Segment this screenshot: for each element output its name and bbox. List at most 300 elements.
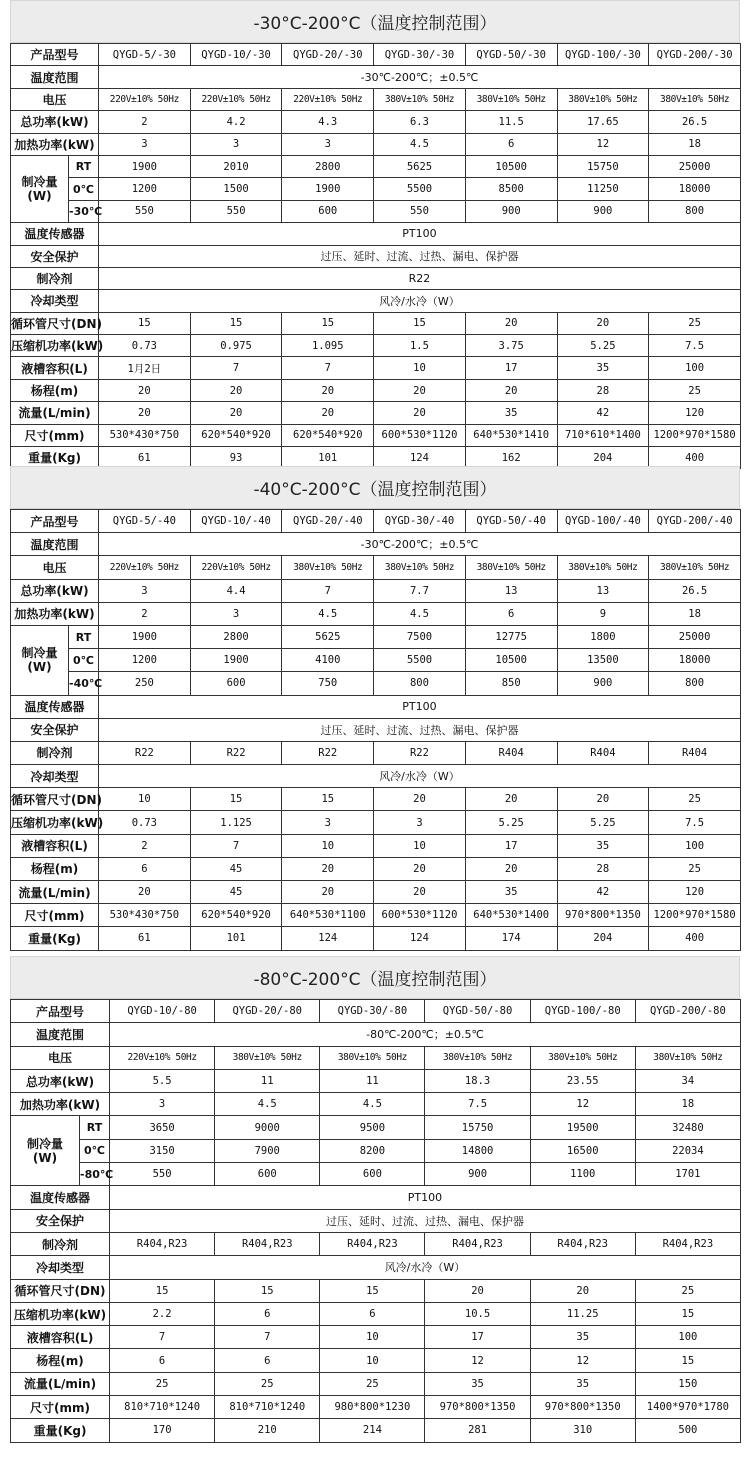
value-cell: 1900 xyxy=(190,649,282,672)
cooling-capacity-label: 制冷量 (W) xyxy=(11,1116,80,1186)
span-value-cell: -30℃-200℃；±0.5℃ xyxy=(99,533,741,556)
row-label: 冷却类型 xyxy=(11,1256,110,1279)
pipe-row xyxy=(11,788,741,811)
value-cell: 5.25 xyxy=(465,811,557,834)
value-cell: 162 xyxy=(465,447,557,469)
head-row xyxy=(11,1349,741,1372)
row-label: 尺寸(mm) xyxy=(11,1396,110,1419)
model-cell: QYGD-5/-40 xyxy=(99,510,191,533)
value-cell: R404,R23 xyxy=(320,1232,425,1255)
value-cell: 220V±10% 50Hz xyxy=(110,1046,215,1069)
value-cell: 11 xyxy=(320,1069,425,1092)
value-cell: 4.5 xyxy=(374,133,466,155)
value-cell: R404 xyxy=(649,741,741,764)
value-cell: 550 xyxy=(374,200,466,222)
value-cell: R404,R23 xyxy=(635,1232,740,1255)
value-cell: 750 xyxy=(282,672,374,695)
compressor-row xyxy=(11,1302,741,1325)
value-cell: 13500 xyxy=(557,649,649,672)
value-cell: 5.5 xyxy=(110,1069,215,1092)
row-label: 杨程(m) xyxy=(11,1349,110,1372)
value-cell: 7 xyxy=(110,1326,215,1349)
value-cell: 4.4 xyxy=(190,579,282,602)
value-cell: 1701 xyxy=(635,1163,740,1186)
cooling-condition-label: RT xyxy=(69,155,99,177)
value-cell: 7900 xyxy=(215,1139,320,1162)
model-cell: QYGD-100/-30 xyxy=(557,44,649,66)
cooling-row xyxy=(11,1163,741,1186)
row-label: 液槽容积(L) xyxy=(11,357,99,379)
value-cell: 120 xyxy=(649,881,741,904)
value-cell: 7.5 xyxy=(425,1093,530,1116)
value-cell: 220V±10% 50Hz xyxy=(190,556,282,579)
value-cell: 900 xyxy=(425,1163,530,1186)
model-cell: QYGD-30/-40 xyxy=(374,510,466,533)
pipe-row xyxy=(11,312,741,334)
value-cell: 1.095 xyxy=(282,335,374,357)
value-cell: R22 xyxy=(282,741,374,764)
value-cell: 7 xyxy=(215,1326,320,1349)
model-cell: QYGD-50/-30 xyxy=(465,44,557,66)
value-cell: 120 xyxy=(649,402,741,424)
value-cell: 3.75 xyxy=(465,335,557,357)
value-cell: 42 xyxy=(557,402,649,424)
value-cell: 20 xyxy=(530,1279,635,1302)
voltage-row xyxy=(11,1046,741,1069)
section-title: -40°C-200°C（温度控制范围） xyxy=(10,466,740,509)
span-value-cell: -80℃-200℃；±0.5℃ xyxy=(110,1023,741,1046)
span-value-cell: 风冷/水冷（W） xyxy=(99,765,741,788)
spec-table xyxy=(10,999,741,1443)
value-cell: 800 xyxy=(649,672,741,695)
value-cell: 500 xyxy=(635,1419,740,1442)
value-cell: 3 xyxy=(374,811,466,834)
value-cell: 530*430*750 xyxy=(99,424,191,446)
row-label: 杨程(m) xyxy=(11,379,99,401)
value-cell: 2 xyxy=(99,602,191,625)
row-label: 温度传感器 xyxy=(11,223,99,245)
value-cell: 1500 xyxy=(190,178,282,200)
value-cell: 35 xyxy=(465,881,557,904)
value-cell: 1.125 xyxy=(190,811,282,834)
row-label: 温度范围 xyxy=(11,1023,110,1046)
cooling-row xyxy=(11,1139,741,1162)
value-cell: 0.73 xyxy=(99,811,191,834)
value-cell: 204 xyxy=(557,927,649,950)
row-label: 温度范围 xyxy=(11,533,99,556)
row-label: 电压 xyxy=(11,1046,110,1069)
value-cell: 20 xyxy=(374,881,466,904)
value-cell: 124 xyxy=(374,447,466,469)
span-value-cell: -30℃-200℃；±0.5℃ xyxy=(99,66,741,88)
value-cell: 1200*970*1580 xyxy=(649,904,741,927)
value-cell: 15750 xyxy=(425,1116,530,1139)
value-cell: 4.5 xyxy=(215,1093,320,1116)
spec-section-2 xyxy=(10,466,740,951)
cooling-condition-label: RT xyxy=(80,1116,110,1139)
row-label: 流量(L/min) xyxy=(11,1372,110,1395)
model-cell: QYGD-30/-30 xyxy=(374,44,466,66)
value-cell: 124 xyxy=(374,927,466,950)
value-cell: 970*800*1350 xyxy=(530,1396,635,1419)
value-cell: 210 xyxy=(215,1419,320,1442)
value-cell: 35 xyxy=(530,1372,635,1395)
value-cell: 18.3 xyxy=(425,1069,530,1092)
value-cell: 550 xyxy=(110,1163,215,1186)
total-power-row xyxy=(11,1069,741,1092)
value-cell: 61 xyxy=(99,447,191,469)
value-cell: 5625 xyxy=(282,625,374,648)
cooling-condition-label: 0℃ xyxy=(69,178,99,200)
spec-table xyxy=(10,43,741,469)
value-cell: 124 xyxy=(282,927,374,950)
value-cell: 1900 xyxy=(99,625,191,648)
value-cell: 20 xyxy=(190,402,282,424)
value-cell: 550 xyxy=(99,200,191,222)
value-cell: 93 xyxy=(190,447,282,469)
weight-row xyxy=(11,927,741,950)
value-cell: 12775 xyxy=(465,625,557,648)
sensor-row xyxy=(11,223,741,245)
value-cell: 100 xyxy=(635,1326,740,1349)
value-cell: 20 xyxy=(374,857,466,880)
value-cell: 17 xyxy=(465,357,557,379)
span-value-cell: PT100 xyxy=(99,695,741,718)
total-power-row xyxy=(11,579,741,602)
value-cell: 15 xyxy=(99,312,191,334)
voltage-row xyxy=(11,88,741,110)
value-cell: 18 xyxy=(649,602,741,625)
flow-row xyxy=(11,1372,741,1395)
temp-range-row xyxy=(11,66,741,88)
row-label: 重量(Kg) xyxy=(11,927,99,950)
value-cell: 20 xyxy=(99,379,191,401)
size-row xyxy=(11,424,741,446)
value-cell: 18000 xyxy=(649,649,741,672)
value-cell: 15 xyxy=(282,788,374,811)
value-cell: 7.7 xyxy=(374,579,466,602)
value-cell: 15750 xyxy=(557,155,649,177)
row-label: 冷却类型 xyxy=(11,765,99,788)
model-cell: QYGD-50/-40 xyxy=(465,510,557,533)
row-label: 电压 xyxy=(11,88,99,110)
value-cell: 980*800*1230 xyxy=(320,1396,425,1419)
value-cell: R22 xyxy=(374,741,466,764)
value-cell: 7 xyxy=(190,834,282,857)
value-cell: 5500 xyxy=(374,649,466,672)
row-label: 循环管尺寸(DN) xyxy=(11,1279,110,1302)
value-cell: 17.65 xyxy=(557,111,649,133)
value-cell: 35 xyxy=(557,834,649,857)
value-cell: 6 xyxy=(110,1349,215,1372)
value-cell: 380V±10% 50Hz xyxy=(635,1046,740,1069)
value-cell: 17 xyxy=(425,1326,530,1349)
refrigerant-row xyxy=(11,741,741,764)
value-cell: 14800 xyxy=(425,1139,530,1162)
value-cell: 100 xyxy=(649,357,741,379)
value-cell: 1400*970*1780 xyxy=(635,1396,740,1419)
model-cell: QYGD-200/-30 xyxy=(649,44,741,66)
value-cell: 174 xyxy=(465,927,557,950)
value-cell: 20 xyxy=(99,881,191,904)
value-cell: 5.25 xyxy=(557,335,649,357)
value-cell: 2.2 xyxy=(110,1302,215,1325)
value-cell: 7 xyxy=(190,357,282,379)
value-cell: 61 xyxy=(99,927,191,950)
value-cell: 1200 xyxy=(99,178,191,200)
value-cell: 3 xyxy=(110,1093,215,1116)
row-label: 流量(L/min) xyxy=(11,881,99,904)
row-label: 重量(Kg) xyxy=(11,447,99,469)
value-cell: 1200 xyxy=(99,649,191,672)
row-label: 产品型号 xyxy=(11,510,99,533)
value-cell: 25 xyxy=(215,1372,320,1395)
value-cell: 34 xyxy=(635,1069,740,1092)
value-cell: 13 xyxy=(557,579,649,602)
value-cell: 18000 xyxy=(649,178,741,200)
cooling-condition-label: -80℃ xyxy=(80,1163,110,1186)
value-cell: 20 xyxy=(282,881,374,904)
row-label: 制冷剂 xyxy=(11,741,99,764)
value-cell: 18 xyxy=(649,133,741,155)
model-cell: QYGD-10/-30 xyxy=(190,44,282,66)
cooling-row xyxy=(11,672,741,695)
span-value-cell: R22 xyxy=(99,267,741,289)
size-row xyxy=(11,904,741,927)
value-cell: 380V±10% 50Hz xyxy=(425,1046,530,1069)
row-label: 重量(Kg) xyxy=(11,1419,110,1442)
row-label: 压缩机功率(kW) xyxy=(11,811,99,834)
sensor-row xyxy=(11,1186,741,1209)
value-cell: 4.5 xyxy=(282,602,374,625)
value-cell: 11250 xyxy=(557,178,649,200)
value-cell: 15 xyxy=(635,1302,740,1325)
value-cell: 310 xyxy=(530,1419,635,1442)
value-cell: 900 xyxy=(557,200,649,222)
value-cell: 810*710*1240 xyxy=(110,1396,215,1419)
value-cell: 8500 xyxy=(465,178,557,200)
spec-table xyxy=(10,509,741,951)
row-label: 安全保护 xyxy=(11,1209,110,1232)
value-cell: 7 xyxy=(282,579,374,602)
size-row xyxy=(11,1396,741,1419)
flow-row xyxy=(11,402,741,424)
value-cell: 25 xyxy=(635,1279,740,1302)
value-cell: 20 xyxy=(465,857,557,880)
value-cell: 400 xyxy=(649,447,741,469)
value-cell: 20 xyxy=(374,402,466,424)
cooling-row xyxy=(11,155,741,177)
value-cell: 4.2 xyxy=(190,111,282,133)
value-cell: 620*540*920 xyxy=(190,424,282,446)
head-row xyxy=(11,379,741,401)
value-cell: 6 xyxy=(320,1302,425,1325)
model-cell: QYGD-30/-80 xyxy=(320,1000,425,1023)
value-cell: 20 xyxy=(557,788,649,811)
value-cell: 18 xyxy=(635,1093,740,1116)
value-cell: 25 xyxy=(320,1372,425,1395)
value-cell: 6 xyxy=(215,1302,320,1325)
value-cell: 4.5 xyxy=(320,1093,425,1116)
section-title: -80°C-200°C（温度控制范围） xyxy=(10,956,740,999)
value-cell: 1月2日 xyxy=(99,357,191,379)
pipe-row xyxy=(11,1279,741,1302)
value-cell: 25 xyxy=(649,312,741,334)
row-label: 安全保护 xyxy=(11,245,99,267)
spec-section-3 xyxy=(10,956,740,1443)
row-label: 冷却类型 xyxy=(11,290,99,312)
value-cell: 380V±10% 50Hz xyxy=(374,556,466,579)
span-value-cell: PT100 xyxy=(110,1186,741,1209)
value-cell: 3 xyxy=(282,811,374,834)
value-cell: 600 xyxy=(215,1163,320,1186)
safety-row xyxy=(11,1209,741,1232)
cooling-type-row xyxy=(11,290,741,312)
value-cell: 15 xyxy=(190,312,282,334)
value-cell: 10 xyxy=(282,834,374,857)
value-cell: 25 xyxy=(649,857,741,880)
value-cell: 1100 xyxy=(530,1163,635,1186)
value-cell: 35 xyxy=(425,1372,530,1395)
value-cell: 35 xyxy=(530,1326,635,1349)
value-cell: 20 xyxy=(465,379,557,401)
value-cell: 380V±10% 50Hz xyxy=(649,556,741,579)
value-cell: 13 xyxy=(465,579,557,602)
value-cell: 3 xyxy=(282,133,374,155)
value-cell: 3650 xyxy=(110,1116,215,1139)
value-cell: 11.5 xyxy=(465,111,557,133)
value-cell: 4100 xyxy=(282,649,374,672)
value-cell: 20 xyxy=(99,402,191,424)
span-value-cell: 过压、延时、过流、过热、漏电、保护器 xyxy=(110,1209,741,1232)
value-cell: R404,R23 xyxy=(110,1232,215,1255)
value-cell: 380V±10% 50Hz xyxy=(215,1046,320,1069)
value-cell: 214 xyxy=(320,1419,425,1442)
tank-row xyxy=(11,1326,741,1349)
value-cell: 380V±10% 50Hz xyxy=(557,88,649,110)
value-cell: 5500 xyxy=(374,178,466,200)
value-cell: 970*800*1350 xyxy=(425,1396,530,1419)
voltage-row xyxy=(11,556,741,579)
value-cell: 550 xyxy=(190,200,282,222)
value-cell: 710*610*1400 xyxy=(557,424,649,446)
row-label: 加热功率(kW) xyxy=(11,602,99,625)
safety-row xyxy=(11,718,741,741)
value-cell: 380V±10% 50Hz xyxy=(649,88,741,110)
value-cell: 0.975 xyxy=(190,335,282,357)
row-label: 液槽容积(L) xyxy=(11,834,99,857)
value-cell: 16500 xyxy=(530,1139,635,1162)
row-label: 循环管尺寸(DN) xyxy=(11,788,99,811)
value-cell: 12 xyxy=(530,1093,635,1116)
model-cell: QYGD-10/-40 xyxy=(190,510,282,533)
model-row xyxy=(11,510,741,533)
value-cell: 620*540*920 xyxy=(190,904,282,927)
cooling-condition-label: 0℃ xyxy=(69,649,99,672)
value-cell: 4.3 xyxy=(282,111,374,133)
value-cell: 8200 xyxy=(320,1139,425,1162)
cooling-type-row xyxy=(11,1256,741,1279)
value-cell: 3 xyxy=(99,579,191,602)
value-cell: 800 xyxy=(649,200,741,222)
value-cell: 380V±10% 50Hz xyxy=(465,88,557,110)
value-cell: 10 xyxy=(320,1326,425,1349)
value-cell: 15 xyxy=(190,788,282,811)
tank-row xyxy=(11,357,741,379)
value-cell: 15 xyxy=(282,312,374,334)
value-cell: 35 xyxy=(465,402,557,424)
row-label: 温度范围 xyxy=(11,66,99,88)
refrigerant-row xyxy=(11,1232,741,1255)
value-cell: 620*540*920 xyxy=(282,424,374,446)
value-cell: 640*530*1100 xyxy=(282,904,374,927)
value-cell: 20 xyxy=(282,402,374,424)
value-cell: 12 xyxy=(425,1349,530,1372)
value-cell: 380V±10% 50Hz xyxy=(282,556,374,579)
row-label: 循环管尺寸(DN) xyxy=(11,312,99,334)
cooling-capacity-label: 制冷量 (W) xyxy=(11,625,69,695)
refrigerant-span-row xyxy=(11,267,741,289)
value-cell: 6 xyxy=(465,602,557,625)
value-cell: 3 xyxy=(99,133,191,155)
value-cell: R404 xyxy=(465,741,557,764)
value-cell: 380V±10% 50Hz xyxy=(557,556,649,579)
compressor-row xyxy=(11,335,741,357)
value-cell: 20 xyxy=(190,379,282,401)
value-cell: 22034 xyxy=(635,1139,740,1162)
value-cell: R404,R23 xyxy=(215,1232,320,1255)
value-cell: 2 xyxy=(99,834,191,857)
value-cell: 17 xyxy=(465,834,557,857)
value-cell: 20 xyxy=(465,788,557,811)
value-cell: R404,R23 xyxy=(425,1232,530,1255)
value-cell: 25000 xyxy=(649,155,741,177)
value-cell: R404 xyxy=(557,741,649,764)
value-cell: 600 xyxy=(282,200,374,222)
total-power-row xyxy=(11,111,741,133)
tank-row xyxy=(11,834,741,857)
value-cell: 100 xyxy=(649,834,741,857)
value-cell: 25 xyxy=(649,379,741,401)
cooling-row xyxy=(11,1116,741,1139)
value-cell: 6 xyxy=(465,133,557,155)
cooling-row xyxy=(11,649,741,672)
value-cell: 25 xyxy=(649,788,741,811)
row-label: 安全保护 xyxy=(11,718,99,741)
value-cell: 250 xyxy=(99,672,191,695)
cooling-capacity-label: 制冷量 (W) xyxy=(11,155,69,222)
value-cell: 45 xyxy=(190,857,282,880)
model-cell: QYGD-20/-80 xyxy=(215,1000,320,1023)
value-cell: 220V±10% 50Hz xyxy=(99,88,191,110)
value-cell: 2 xyxy=(99,111,191,133)
value-cell: 5625 xyxy=(374,155,466,177)
value-cell: 600*530*1120 xyxy=(374,904,466,927)
model-cell: QYGD-20/-30 xyxy=(282,44,374,66)
value-cell: 25000 xyxy=(649,625,741,648)
value-cell: 380V±10% 50Hz xyxy=(374,88,466,110)
value-cell: 101 xyxy=(190,927,282,950)
model-cell: QYGD-10/-80 xyxy=(110,1000,215,1023)
model-cell: QYGD-5/-30 xyxy=(99,44,191,66)
value-cell: 20 xyxy=(374,379,466,401)
cooling-row xyxy=(11,625,741,648)
value-cell: 2800 xyxy=(190,625,282,648)
model-cell: QYGD-200/-40 xyxy=(649,510,741,533)
cooling-row xyxy=(11,178,741,200)
value-cell: 2010 xyxy=(190,155,282,177)
flow-row xyxy=(11,881,741,904)
